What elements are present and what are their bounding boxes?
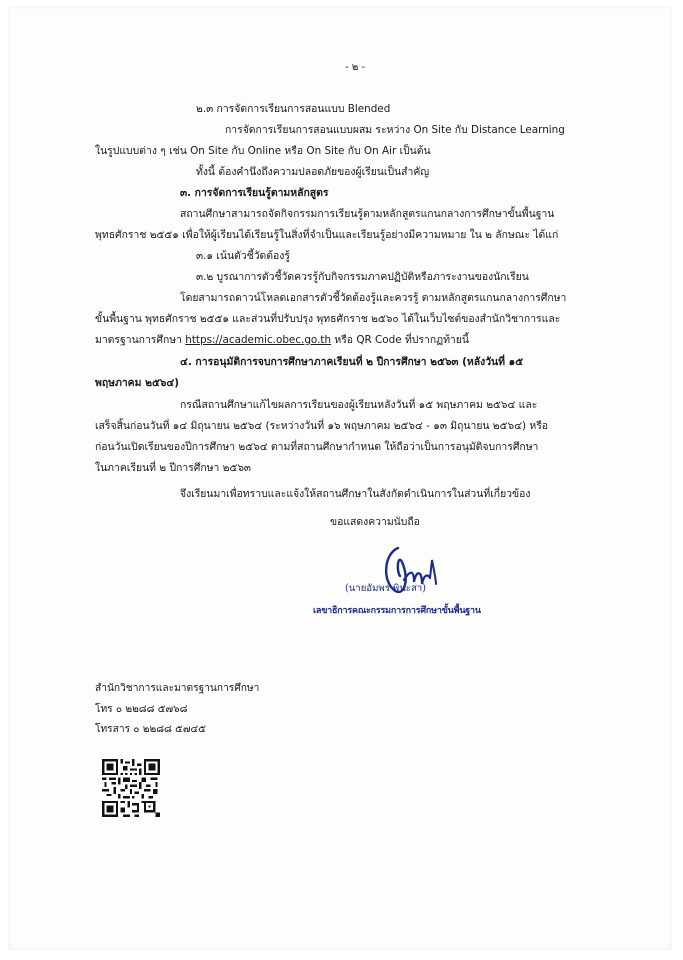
closing-statement: จึงเรียนมาเพื่อทราบและแจ้งให้สถานศึกษาในสังกัดดำเนินการในส่วนที่เกี่ยวข้อง [180,488,531,500]
qr-code-icon [102,759,160,817]
section-4-line-2: เสร็จสิ้นก่อนวันที่ ๑๔ มิถุนายน ๒๕๖๔ (ระหว่างวันที่ ๑๖ พฤษภาคม ๒๕๖๔ - ๑๓ มิถุนายน ๒๕๖๔) หรือ [95,420,549,432]
signatory-title: เลขาธิการคณะกรรมการการศึกษาขั้นพื้นฐาน [313,606,481,616]
section-4-heading-line-2: พฤษภาคม ๒๕๖๔) [95,377,180,389]
section-4-line-3: ก่อนวันเปิดเรียนของปีการศึกษา ๒๕๖๔ ตามที่สถานศึกษากำหนด ให้ถือว่าเป็นการอนุมัติจบการศึกษา [95,441,539,453]
section-3-line-3: โดยสามารถดาวน์โหลดเอกสารตัวชี้วัดต้องรู้และควรรู้ ตามหลักสูตรแกนกลางการศึกษา [180,292,567,304]
section-3-line-5 [95,333,469,347]
footer-phone: โทร ๐ ๒๒๘๘ ๕๗๖๘ [95,704,188,715]
document-page [8,6,672,950]
footer-office: สำนักวิชาการและมาตรฐานการศึกษา [95,683,260,694]
section-4-line-4: ในภาคเรียนที่ ๒ ปีการศึกษา ๒๕๖๓ [95,462,252,474]
academic-website-link[interactable]: https://academic.obec.go.th [185,334,332,346]
signatory-name: (นายอัมพร พินะสา) [345,583,426,594]
section-4-line-1: กรณีสถานศึกษาแก้ไขผลการเรียนของผู้เรียนหลังวันที่ ๑๕ พฤษภาคม ๒๕๖๔ และ [180,399,538,411]
section-2-3-line-2: ในรูปแบบต่าง ๆ เช่น On Site กับ Online หรือ On Site กับ On Air เป็นต้น [95,145,431,157]
footer-fax: โทรสาร ๐ ๒๒๘๘ ๕๗๔๕ [95,724,206,735]
page-number: - ๒ - [345,62,366,73]
section-3-item-1: ๓.๑ เน้นตัวชี้วัดต้องรู้ [196,250,290,262]
section-3-line-2: พุทธศักราช ๒๕๕๑ เพื่อให้ผู้เรียนได้เรียนรู้ในสิ่งที่จำเป็นและเรียนรู้อย่างมีความหมาย ใน ๒ ลักษณะ ได้แก่ [95,229,559,241]
section-2-3-line-1: การจัดการเรียนการสอนแบบผสม ระหว่าง On Site กับ Distance Learning [225,124,565,136]
section-3-line-5-pre: มาตรฐานการศึกษา [95,334,186,346]
section-2-3-line-3: ทั้งนี้ ต้องคำนึงถึงความปลอดภัยของผู้เรียนเป็นสำคัญ [196,166,430,178]
signature-closing: ขอแสดงความนับถือ [330,516,420,528]
section-3-item-2: ๓.๒ บูรณาการตัวชี้วัดควรรู้กับกิจกรรมภาคปฏิบัติหรือภาระงานของนักเรียน [196,271,529,283]
section-3-line-4: ขั้นพื้นฐาน พุทธศักราช ๒๕๕๑ และส่วนที่ปรับปรุง พุทธศักราช ๒๕๖๐ ได้ในเว็บไซต์ของสำนักวิชาการและ [95,313,561,325]
section-3-heading: ๓. การจัดการเรียนรู้ตามหลักสูตร [180,187,329,199]
section-3-line-1: สถานศึกษาสามารถจัดกิจกรรมการเรียนรู้ตามหลักสูตรแกนกลางการศึกษาขั้นพื้นฐาน [180,208,555,220]
section-3-line-5-post: หรือ QR Code ที่ปรากฏท้ายนี้ [331,334,469,346]
section-2-3-heading: ๒.๓ การจัดการเรียนการสอนแบบ Blended [196,103,391,115]
section-4-heading-line-1: ๔. การอนุมัติการจบการศึกษาภาคเรียนที่ ๒ ปีการศึกษา ๒๕๖๓ (หลังวันที่ ๑๕ [180,356,524,368]
